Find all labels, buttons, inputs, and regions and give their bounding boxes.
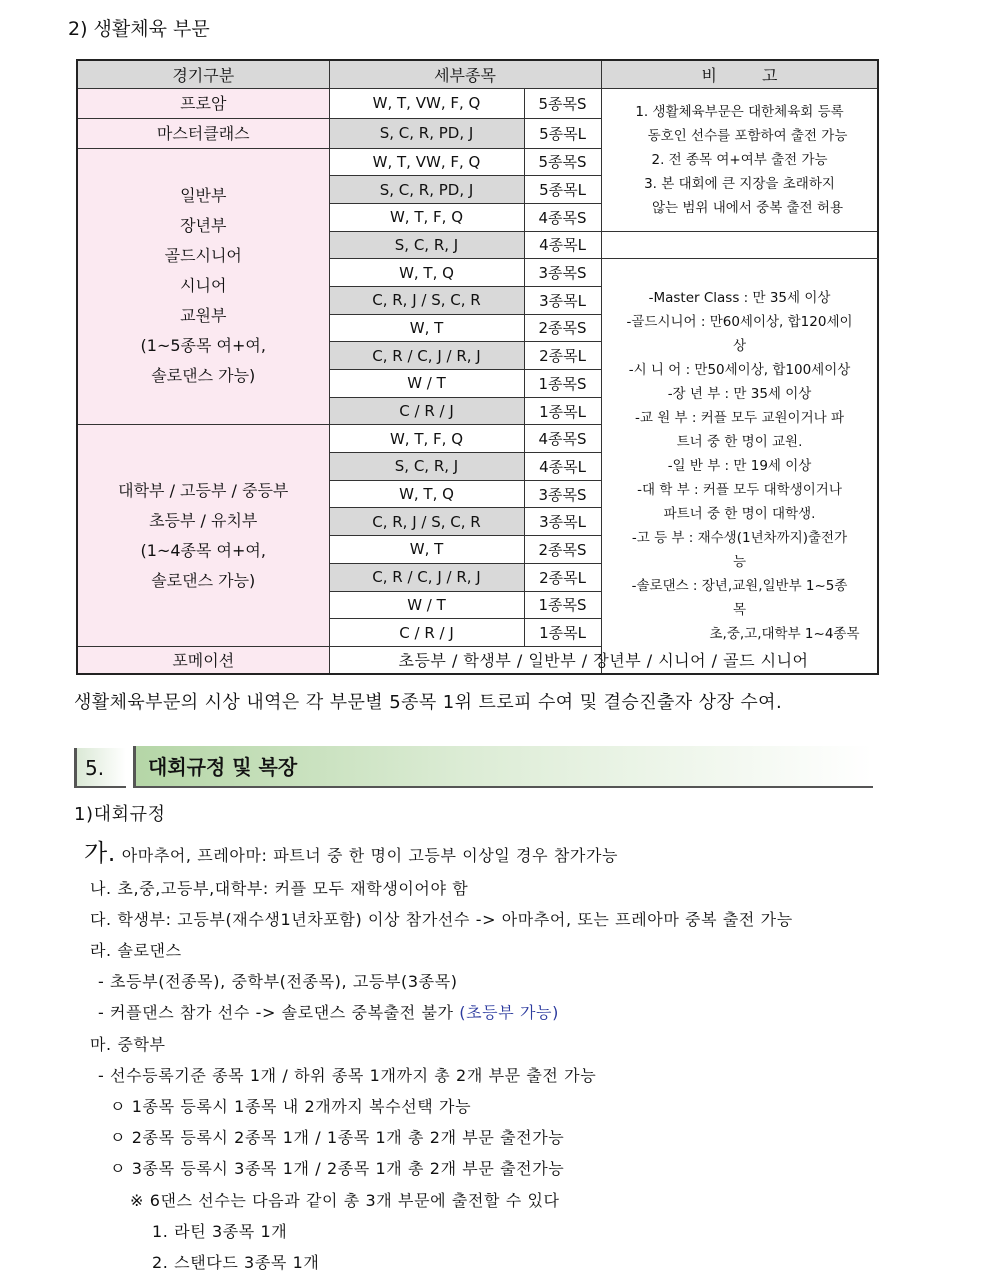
note-line: 능 — [732, 554, 747, 571]
rule-ga-mark: 가. — [84, 839, 117, 867]
count-cell: 4종목L — [524, 231, 601, 259]
dances-cell: W, T, Q — [329, 480, 524, 508]
notes-bottom-cell — [601, 259, 878, 674]
count-cell: 5종목S — [524, 88, 601, 118]
note-line: -대 학 부 : 커플 모두 대학생이거나 — [637, 482, 842, 499]
count-cell: 1종목L — [524, 619, 601, 647]
rule-ra-1: - 초등부(전종목), 중학부(전종목), 고등부(3종목) — [98, 972, 458, 991]
note-line: -골드시니어 : 만60세이상, 합120세이 — [626, 314, 853, 331]
count-cell: 4종목S — [524, 425, 601, 453]
category-cell — [77, 148, 329, 425]
dances-cell: W, T, F, Q — [329, 425, 524, 453]
note-line: 1. 생활체육부문은 대한체육회 등록 — [635, 103, 844, 120]
note-line: 초,중,고,대학부 1~4종목 — [709, 626, 860, 643]
dances-cell: W, T — [329, 314, 524, 342]
dances-cell: S, C, R, J — [329, 453, 524, 481]
dances-cell: C, R / C, J / R, J — [329, 342, 524, 370]
category-cell: 프로암 — [77, 88, 329, 118]
table-header-row — [77, 60, 878, 88]
dances-cell: S, C, R, PD, J — [329, 118, 524, 148]
count-cell: 5종목S — [524, 148, 601, 176]
section-heading: 2) 생활체육 부문 — [68, 18, 210, 40]
category-line: 장년부 — [180, 216, 227, 236]
rule-ra-2-main: - 커플댄스 참가 선수 -> 솔로댄스 중복출전 불가 — [98, 1003, 454, 1022]
count-cell: 3종목S — [524, 259, 601, 287]
count-cell: 2종목L — [524, 563, 601, 591]
dances-cell: W, T — [329, 536, 524, 564]
category-line: 일반부 — [180, 186, 227, 206]
count-cell: 5종목L — [524, 176, 601, 204]
count-cell: 2종목S — [524, 536, 601, 564]
count-cell: 3종목L — [524, 286, 601, 314]
section5-title: 대회규정 및 복장 — [133, 746, 873, 788]
table-row — [77, 88, 878, 118]
rule-ga-text: 아마추어, 프레아마: 파트너 중 한 명이 고등부 이상일 경우 참가가능 — [121, 846, 619, 865]
dances-cell: C / R / J — [329, 397, 524, 425]
rules-heading: 1)대회규정 — [74, 804, 166, 825]
rule-ma-3: ㅇ 2종목 등록시 2종목 1개 / 1종목 1개 총 2개 부문 출전가능 — [110, 1128, 565, 1147]
formation-row — [77, 646, 878, 674]
header-note: 비 고 — [601, 60, 878, 88]
rule-na: 나. 초,중,고등부,대학부: 커플 모두 재학생이어야 함 — [90, 879, 469, 898]
category-line: 솔로댄스 가능) — [151, 570, 256, 590]
dances-cell: W, T, VW, F, Q — [329, 148, 524, 176]
count-cell: 1종목S — [524, 370, 601, 398]
dances-cell: C / R / J — [329, 619, 524, 647]
dances-cell: W, T, Q — [329, 259, 524, 287]
count-cell: 4종목S — [524, 203, 601, 231]
dances-cell: S, C, R, PD, J — [329, 176, 524, 204]
dances-cell: C, R, J / S, C, R — [329, 286, 524, 314]
dances-cell: W, T, VW, F, Q — [329, 88, 524, 118]
rule-ma-2: ㅇ 1종목 등록시 1종목 내 2개까지 복수선택 가능 — [110, 1097, 472, 1116]
note-line: 3. 본 대회에 큰 지장을 초래하지 — [644, 175, 835, 192]
dances-cell: W, T, F, Q — [329, 203, 524, 231]
note-line: -장 년 부 : 만 35세 이상 — [667, 386, 812, 403]
count-cell: 2종목S — [524, 314, 601, 342]
dances-cell: S, C, R, J — [329, 231, 524, 259]
header-detail: 세부종목 — [329, 60, 601, 88]
count-cell: 3종목L — [524, 508, 601, 536]
category-cell — [77, 425, 329, 647]
dances-cell: W / T — [329, 370, 524, 398]
rule-ma-7: 2. 스탠다드 3종목 1개 — [152, 1253, 320, 1272]
note-line: -고 등 부 : 재수생(1년차까지)출전가 — [631, 530, 848, 547]
count-cell: 1종목L — [524, 397, 601, 425]
category-line: 골드시니어 — [164, 246, 242, 266]
note-line: 목 — [732, 602, 747, 619]
rule-ra-2 — [98, 1000, 559, 1023]
note-line: -솔로댄스 : 장년,교원,일반부 1~5종 — [631, 578, 848, 595]
formation-label: 포메이션 — [77, 646, 329, 674]
category-line: 시니어 — [180, 276, 227, 296]
rule-ma-4: ㅇ 3종목 등록시 3종목 1개 / 2종목 1개 총 2개 부문 출전가능 — [110, 1159, 565, 1178]
note-line: 상 — [732, 338, 747, 355]
count-cell: 5종목L — [524, 118, 601, 148]
rule-ra-2-note: (초등부 가능) — [459, 1003, 559, 1022]
formation-value: 초등부 / 학생부 / 일반부 / 장년부 / 시니어 / 골드 시니어 — [329, 646, 878, 674]
notes-top-cell — [601, 88, 878, 231]
note-line: 않는 범위 내에서 중복 출전 허용 — [652, 199, 844, 216]
dances-cell: W / T — [329, 591, 524, 619]
note-line: 동호인 선수를 포함하여 출전 가능 — [647, 127, 848, 144]
category-line: (1~5종목 여+여, — [140, 336, 266, 356]
category-cell: 마스터클래스 — [77, 118, 329, 148]
rule-ma-5: ※ 6댄스 선수는 다음과 같이 총 3개 부문에 출전할 수 있다 — [130, 1191, 560, 1210]
note-line: -일 반 부 : 만 19세 이상 — [667, 458, 812, 475]
rule-da: 다. 학생부: 고등부(재수생1년차포함) 이상 참가선수 -> 아마추어, 또는 프레아마 중복 출전 가능 — [90, 910, 793, 929]
header-category: 경기구분 — [77, 60, 329, 88]
note-line: -교 원 부 : 커플 모두 교원이거나 파 — [635, 410, 845, 427]
competition-table — [76, 59, 879, 675]
rule-ma: 마. 중학부 — [90, 1035, 166, 1054]
category-line: 교원부 — [180, 306, 227, 326]
note-line: 트너 중 한 명이 교원. — [676, 434, 803, 451]
count-cell: 4종목L — [524, 453, 601, 481]
category-line: 초등부 / 유치부 — [149, 510, 258, 530]
section5-number: 5. — [74, 748, 126, 788]
note-line: -Master Class : 만 35세 이상 — [648, 290, 831, 307]
note-line: 2. 전 종목 여+여부 출전 가능 — [651, 151, 828, 168]
note-line: -시 니 어 : 만50세이상, 합100세이상 — [628, 362, 851, 379]
category-line: 대학부 / 고등부 / 중등부 — [118, 480, 289, 500]
dances-cell: C, R / C, J / R, J — [329, 563, 524, 591]
count-cell: 3종목S — [524, 480, 601, 508]
category-line: (1~4종목 여+여, — [140, 540, 266, 560]
count-cell: 2종목L — [524, 342, 601, 370]
rule-ma-6: 1. 라틴 3종목 1개 — [152, 1222, 288, 1241]
count-cell: 1종목S — [524, 591, 601, 619]
rule-ga — [84, 833, 618, 868]
dances-cell: C, R, J / S, C, R — [329, 508, 524, 536]
rule-ma-1: - 선수등록기준 종목 1개 / 하위 종목 1개까지 총 2개 부문 출전 가능 — [98, 1066, 597, 1085]
category-line: 솔로댄스 가능) — [151, 366, 256, 386]
award-text: 생활체육부문의 시상 내역은 각 부문별 5종목 1위 트로피 수여 및 결승진출자 상장 수여. — [74, 692, 783, 713]
rule-ra: 라. 솔로댄스 — [90, 941, 182, 960]
note-line: 파트너 중 한 명이 대학생. — [663, 506, 816, 523]
